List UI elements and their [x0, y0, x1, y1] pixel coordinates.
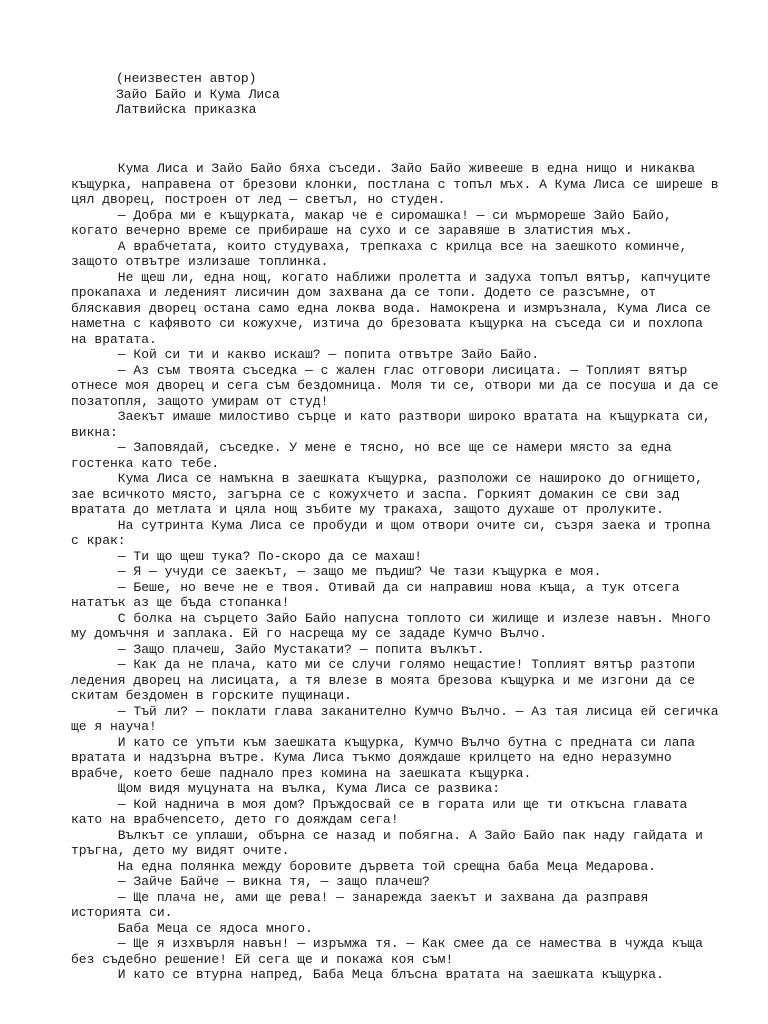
text-line: прокапаха и леденият лисичин дом захвана да се топи. Додето се разсъмне, от	[71, 285, 657, 300]
text-line: Вълкът се уплаши, обърна се назад и побягна. А Зайо Байо пак наду гайдата и	[71, 827, 703, 843]
text-line: На сутринта Кума Лиса се пробуди и щом отвори очите си, съзря заека и тропна	[71, 517, 711, 533]
text-line: като на врабчencето, дето го дояждам сега!	[71, 812, 399, 827]
text-line: Не щеш ли, една нощ, когато наближи пролетта и задуха топъл вятър, капчуците	[71, 269, 711, 285]
text-line: позатопля, защото умирам от студ!	[71, 393, 329, 409]
text-line: бляскавия дворец остана само една локва вода. Намокрена и измръзнала, Кума Лиса се	[71, 300, 711, 316]
text-line: гостенка като тебе.	[71, 455, 220, 471]
text-line: На една полянка между боровите дървета той срещна баба Меца Медарова.	[71, 858, 657, 874]
story-body	[71, 161, 719, 983]
text-line: цял дворец, построен от лед — светъл, но студен.	[71, 192, 446, 207]
text-line: скитам бездомен в горските пущинаци.	[71, 688, 352, 703]
text-line: Баба Меца се ядоса много.	[71, 920, 313, 936]
text-line: — Я — учуди се заекът, — защо ме пъдиш? Че тази къщурка е моя.	[71, 564, 602, 579]
text-line: — Аз съм твоята съседка — с жален глас отговори лисицата. — Топлият вятър	[71, 362, 688, 378]
text-line: Заекът имаше милостиво сърце и като разтвори широко вратата на къщурката си,	[71, 409, 711, 424]
text-line: къщурка, направена от брезови клонки, постлана с топъл мъх. А Кума Лиса се ширеше в	[71, 176, 719, 192]
text-line: С болка на сърцето Зайо Байо напусна топлото си жилище и излезе навън. Много	[71, 610, 711, 626]
text-line: ледения дворец на лисицата, а тя влезе в моята брезова къщурка и ме изгони да се	[71, 672, 696, 688]
text-line: отнесе моя дворец и сега съм бездомница. Моля ти се, отвори ми да се посуша и да се	[71, 378, 719, 393]
text-line: защото отвътре излизаше топлинка.	[71, 254, 329, 269]
text-line: — Защо плачеш, Зайо Мустакати? — попита вълкът.	[71, 641, 485, 657]
text-line: — Кой си ти и какво искаш? — попита отвътре Зайо Байо.	[71, 347, 540, 362]
text-line: когато вечерно време се прибираше на сухо и се заравяше в златистия мъх.	[71, 223, 633, 238]
text-line: А врабчетата, които студуваха, трепкаха с крилца все на заешкото коминче,	[71, 238, 688, 254]
text-line: на вратата.	[71, 331, 157, 347]
text-line: вратата и надзърна вътре. Кума Лиса тъкмо дояждаше крилцето на едно неразумно	[71, 750, 672, 765]
text-line: нататък аз ще бъда стопанка!	[71, 595, 290, 610]
text-line: с крак:	[71, 533, 126, 548]
text-line: тръгна, дето му видят очите.	[71, 843, 290, 858]
text-line: му домъчня и заплака. Ей го насреща му се зададе Кумчо Вълчо.	[71, 626, 547, 641]
text-line: викна:	[71, 424, 118, 440]
text-line: Щом видя муцуната на вълка, Кума Лиса се развика:	[71, 781, 501, 796]
text-line: наметна с кафявото си кожухче, изтича до брезовата къщурка на съседа си и похлопа	[71, 316, 703, 331]
text-line: без съдебно решение! Ей сега ще и покажа коя съм!	[71, 951, 454, 967]
text-line: ще я науча!	[71, 719, 157, 734]
text-line: вратата до метлата и цяла нощ зъбите му тракаха, защото духаше от пролуките.	[71, 502, 664, 517]
document-header	[116, 71, 280, 118]
story-subtitle: Латвийска приказка	[116, 102, 257, 117]
text-line: — Тъй ли? — поклати глава заканително Кумчо Вълчо. — Аз тая лисица ей сегичка	[71, 703, 719, 719]
text-line: врабче, което беше паднало през комина на заешката къщурка.	[71, 765, 532, 781]
text-line: Кума Лиса се намъкна в заешката къщурка, разположи се нашироко до огнището,	[71, 471, 703, 486]
text-line: — Добра ми е къщурката, макар че е сиромашка! — си мърмореше Зайо Байо,	[71, 207, 672, 223]
text-line: — Как да не плача, като ми се случи голямо нещастие! Топлият вятър разтопи	[71, 657, 696, 672]
text-line: — Кой наднича в моя дом? Пръждосвай се в гората или ще ти откъсна главата	[71, 796, 688, 812]
text-line: — Ще я изхвърля навън! — изръмжа тя. — Как смее да се намества в чужда къща	[71, 936, 703, 951]
text-line: — Заповядай, съседке. У мене е тясно, но все ще се намери място за една	[71, 440, 672, 455]
text-line: зае всичкото място, загърна се с кожухчето и заспа. Горкият домакин се сви зад	[71, 486, 680, 502]
text-line: — Ще плача не, ами ще рева! — занарежда заекът и захвана да разправя	[71, 889, 649, 905]
text-line: историята си.	[71, 905, 173, 920]
text-line: — Беше, но вече не е твоя. Отивай да си направиш нова къща, а тук отсега	[71, 579, 680, 595]
author-line: (неизвестен автор)	[116, 71, 257, 86]
text-line: — Ти що щеш тука? По-скоро да се махаш!	[71, 548, 423, 564]
story-title: Зайо Байо и Кума Лиса	[116, 86, 280, 102]
text-line: — Зайче Байче — викна тя, — защо плачеш?	[71, 874, 430, 889]
text-line: И като се упъти към заешката къщурка, Кумчо Вълчо бутна с предната си лапа	[71, 734, 696, 750]
text-line: И като се втурна напред, Баба Меца блъсна вратата на заешката къщурка.	[71, 967, 664, 982]
text-line: Кума Лиса и Зайо Байо бяха съседи. Зайо Байо живееше в една нищо и никаква	[71, 161, 696, 176]
